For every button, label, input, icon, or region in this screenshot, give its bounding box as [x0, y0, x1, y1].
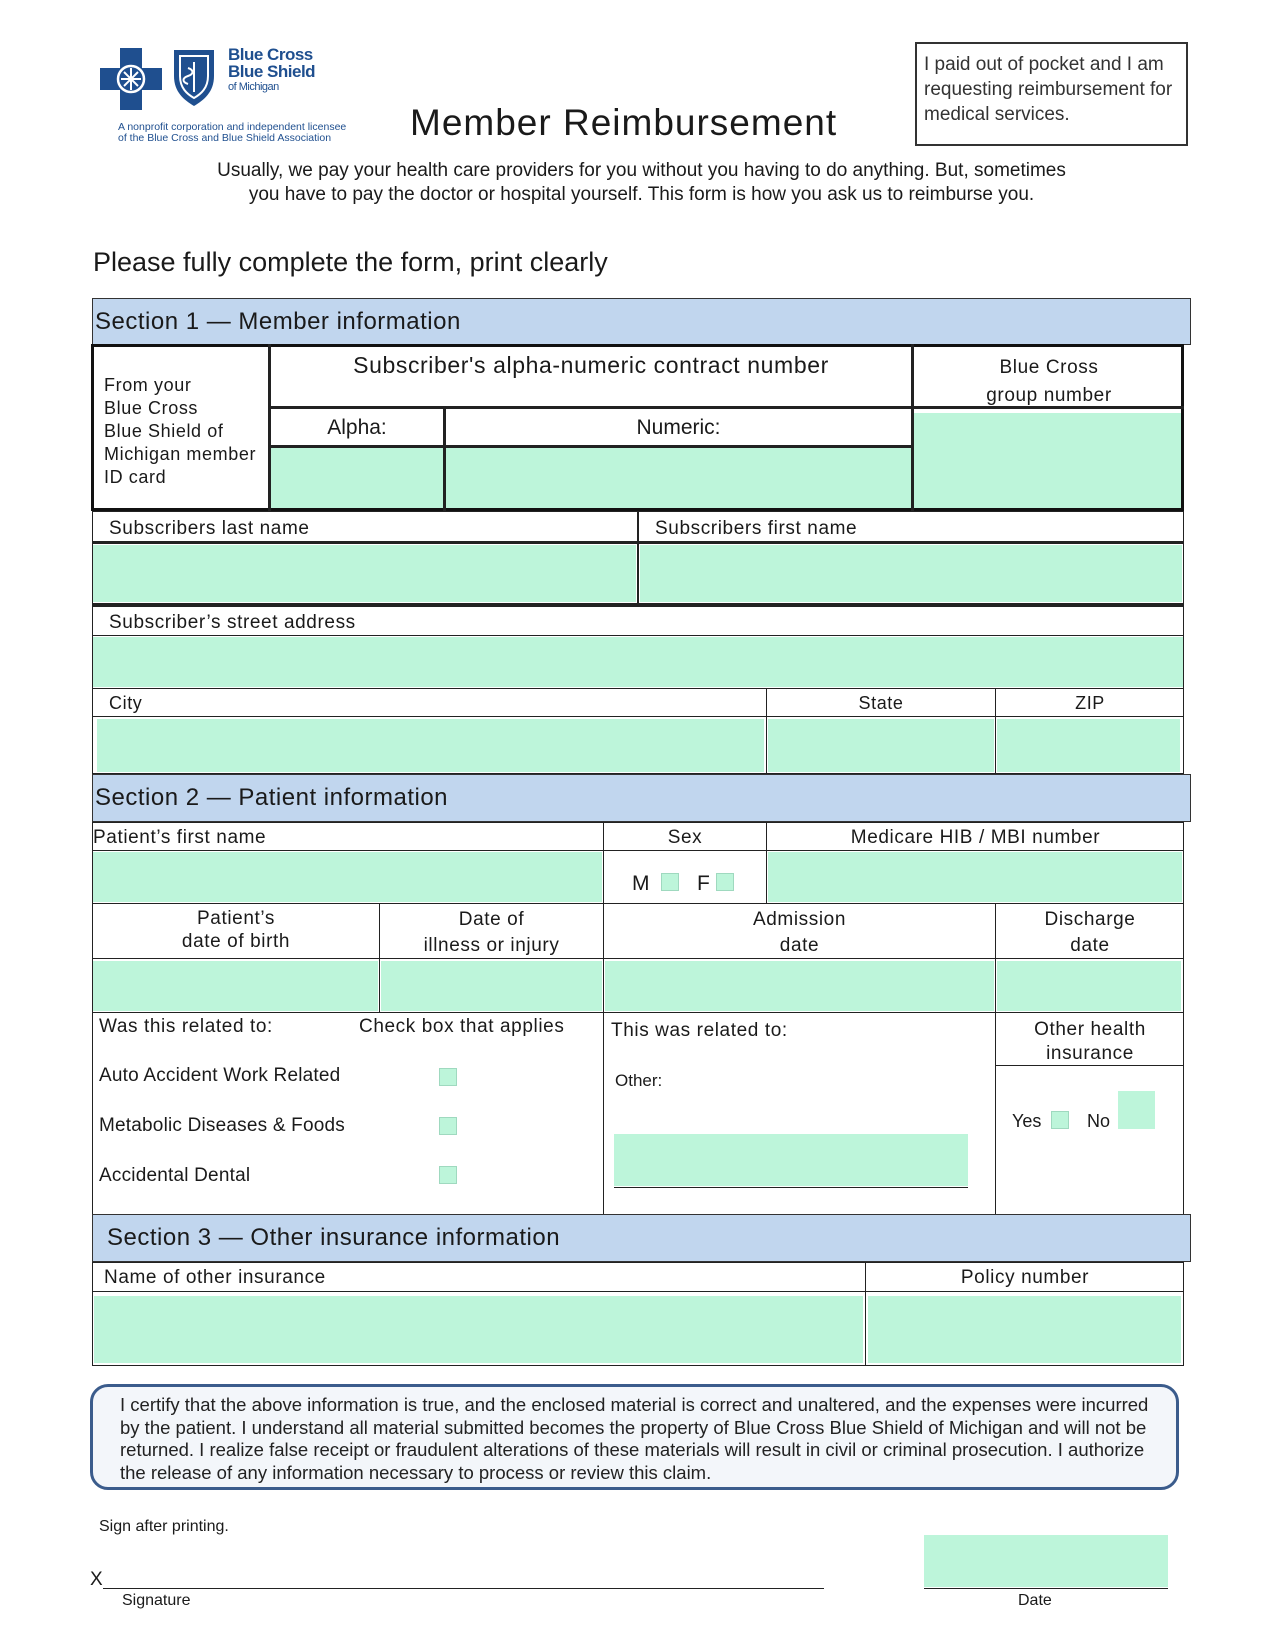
- other-field[interactable]: [614, 1134, 968, 1186]
- intro-text: Usually, we pay your health care providers for you without you having to do anything. But, sometimes you have to pay the doctor or hospital yourself. This form is how you ask us to reimburse you.: [217, 160, 1066, 205]
- illness-date-label: Date of illness or injury: [423, 909, 560, 956]
- other-label: Other:: [615, 1071, 663, 1090]
- check-applies-label: Check box that applies: [359, 1016, 565, 1037]
- medicare-number-label: Medicare HIB / MBI number: [850, 827, 1101, 848]
- admission-date-field[interactable]: [605, 961, 994, 1011]
- this-related-label: This was related to:: [611, 1020, 788, 1041]
- sex-m-checkbox[interactable]: [661, 873, 679, 891]
- certification-text: I certify that the above information is true, and the enclosed material is correct and unaltered, and the expenses were incurred by the patient. I understand all material submitted becomes the property of Blue Cross Blue Shield of Michigan and will not be returned. I realize false receipt or fraudulent alterations of these materials will result in civil or criminal prosecution. I authorize the release of any information necessary to process or review this claim.: [120, 1394, 1149, 1483]
- no-checkbox[interactable]: [1118, 1091, 1155, 1129]
- discharge-date-field[interactable]: [997, 961, 1181, 1011]
- option-auto-accident-label: Auto Accident Work Related: [99, 1065, 341, 1086]
- illness-date-field[interactable]: [381, 961, 602, 1011]
- city-field[interactable]: [97, 719, 764, 772]
- section-1-header: Section 1 — Member information: [92, 298, 1191, 345]
- yes-checkbox[interactable]: [1051, 1111, 1069, 1129]
- logo-line-3: of Michigan: [228, 81, 279, 93]
- state-field[interactable]: [768, 719, 994, 772]
- logo-line-1: Blue Cross: [228, 45, 313, 64]
- other-insurance-name-label: Name of other insurance: [104, 1267, 326, 1288]
- last-name-field[interactable]: [93, 545, 636, 602]
- medicare-number-field[interactable]: [768, 852, 1182, 902]
- option-dental-checkbox[interactable]: [439, 1166, 457, 1184]
- signature-line[interactable]: [103, 1588, 824, 1589]
- group-number-label: Blue Cross group number: [986, 357, 1112, 406]
- blue-cross-icon: [100, 48, 162, 110]
- discharge-date-label: Discharge date: [1044, 909, 1136, 956]
- alpha-field[interactable]: [271, 448, 443, 508]
- patient-first-name-field[interactable]: [93, 852, 602, 902]
- sex-m-label: M: [632, 872, 651, 895]
- sex-label: Sex: [667, 827, 703, 848]
- first-name-label: Subscribers first name: [655, 518, 858, 539]
- no-label: No: [1087, 1111, 1111, 1131]
- last-name-label: Subscribers last name: [109, 518, 310, 539]
- contract-number-label: Subscriber's alpha-numeric contract number: [353, 352, 829, 378]
- sex-f-checkbox[interactable]: [716, 873, 734, 891]
- form-instruction: Please fully complete the form, print clearly: [93, 247, 608, 277]
- date-field[interactable]: [924, 1535, 1168, 1587]
- certification-box: [90, 1384, 1179, 1490]
- city-label: City: [109, 693, 143, 713]
- zip-label: ZIP: [1075, 693, 1105, 713]
- dob-label: Patient’s date of birth: [181, 908, 291, 952]
- logo-tagline-1: A nonprofit corporation and independent licensee: [118, 121, 347, 133]
- option-metabolic-checkbox[interactable]: [439, 1117, 457, 1135]
- group-number-field[interactable]: [914, 413, 1181, 508]
- option-auto-accident-checkbox[interactable]: [439, 1068, 457, 1086]
- alpha-label: Alpha:: [327, 416, 387, 439]
- admission-date-label: Admission date: [752, 909, 847, 956]
- first-name-field[interactable]: [640, 545, 1182, 602]
- logo-tagline-2: of the Blue Cross and Blue Shield Association: [118, 132, 332, 144]
- other-insurance-name-field[interactable]: [94, 1296, 863, 1363]
- street-address-field[interactable]: [93, 637, 1183, 687]
- patient-first-name-label: Patient’s first name: [93, 827, 267, 848]
- other-health-insurance-label: Other health insurance: [1034, 1019, 1146, 1064]
- page-title: Member Reimbursement: [410, 102, 838, 143]
- option-metabolic-label: Metabolic Diseases & Foods: [99, 1115, 345, 1136]
- related-to-label: Was this related to:: [99, 1016, 273, 1037]
- policy-number-field[interactable]: [868, 1296, 1181, 1363]
- signature-x: X: [90, 1569, 103, 1590]
- logo-line-2: Blue Shield: [228, 62, 316, 81]
- numeric-label: Numeric:: [636, 416, 721, 439]
- zip-field[interactable]: [997, 719, 1180, 772]
- option-dental-label: Accidental Dental: [99, 1165, 251, 1186]
- yes-label: Yes: [1012, 1111, 1042, 1131]
- id-card-label: From your Blue Cross Blue Shield of Michigan member ID card: [104, 375, 257, 487]
- street-address-label: Subscriber’s street address: [109, 612, 356, 633]
- bcbs-logo: [100, 44, 390, 154]
- state-label: State: [858, 693, 904, 713]
- numeric-field[interactable]: [446, 448, 911, 508]
- reimbursement-callout: I paid out of pocket and I am requesting reimbursement for medical services.: [915, 42, 1188, 146]
- sex-f-label: F: [697, 872, 711, 895]
- dob-field[interactable]: [93, 961, 378, 1011]
- policy-number-label: Policy number: [960, 1267, 1090, 1288]
- sign-note: Sign after printing.: [99, 1518, 229, 1535]
- section-3-header: Section 3 — Other insurance information: [92, 1214, 1191, 1262]
- section-2-header: Section 2 — Patient information: [92, 774, 1191, 822]
- date-label: Date: [1018, 1592, 1052, 1609]
- blue-shield-icon: [170, 46, 218, 108]
- signature-label: Signature: [122, 1592, 191, 1609]
